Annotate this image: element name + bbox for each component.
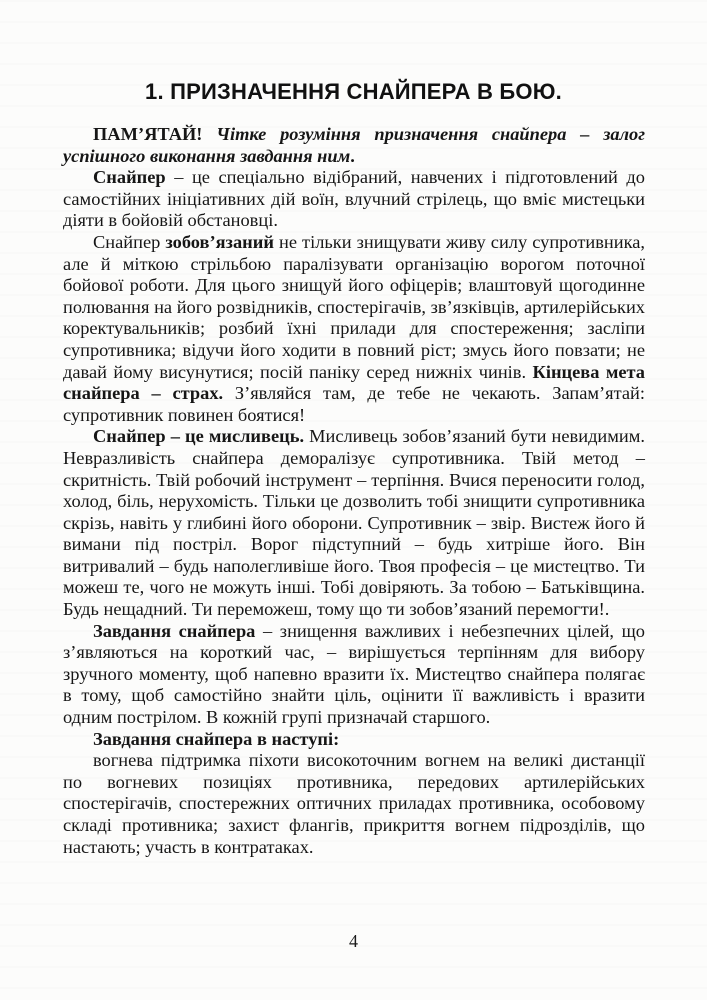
paragraph [63, 750, 645, 858]
text-segment: Снайпер [93, 231, 166, 252]
paragraph [63, 167, 645, 232]
text-segment: Чітке розуміння призначення снайпера – залог успішного виконання завдання ним [63, 124, 645, 166]
text-segment: вогнева підтримка піхоти високоточним вогнем на великі дистанції по вогневих позиціях противника, передових артилерійських спостерігачів, спостережних оптичних приладах противника, особовому складі противника; захист флангів, прикриття вогнем підрозділів, що настають; участь в контратаках. [63, 750, 645, 857]
paragraph [63, 729, 645, 751]
text-segment: не тільки знищувати живу силу супротивника, але й міткою стрільбою паралізувати організацію ворогом поточної бойової роботи. Для цього знищуй його офіцерів; влаштовуй щогодинне полювання на його розвідників, спостерігачів, зв’язківців, артилерійських коректувальників; розбий їхні прилади для спостереження; засліпи супротивника; відучи його ходити в повний ріст; змусь його повзати; не давай йому висунутися; посій паніку серед нижніх чинів. [63, 231, 645, 382]
text-segment: З’являйся там, де тебе не чекають. Запам’ятай: супротивник повинен боятися! [63, 383, 645, 425]
text-segment: Снайпер [93, 167, 166, 188]
text-segment: зобов’язаний [165, 231, 274, 252]
page-number: 4 [349, 931, 358, 951]
paragraph [63, 426, 645, 620]
paragraph [63, 621, 645, 729]
text-segment: Мисливець зобов’язаний бути невидимим. Невразливість снайпера деморалізує супротивника. Твій метод – скритність. Твій робочий інструмент – терпіння. Вчися переносити голод, холод, біль, нерухомість. Тільки це дозволить тобі знищити супротивника скрізь, навіть у глибині його оборони. Супротивник – звір. Вистеж його й вимани під постріл. Ворог підступний – будь хитріше його. Він витривалий – будь наполегливіше його. Твоя професія – це мистецтво. Ти можеш те, чого не можуть інші. Тобі довіряють. За тобою – Батьківщина. Будь нещадний. Ти переможеш, тому що ти зобов’язаний перемогти!. [63, 426, 645, 620]
text-segment: Завдання снайпера [93, 620, 256, 641]
text-segment: ПАМ’ЯТАЙ! [93, 124, 217, 144]
text-segment: Завдання снайпера в наступі: [93, 728, 340, 749]
text-segment: Кінцева мета снайпера – страх. [63, 361, 645, 404]
text-segment: – це спеціально відібраний, навчених і підготовлений до самостійних ініціативних дій воїн, влучний стрілець, що вміє мистецьки діяти в бойовій обстановці. [63, 167, 645, 231]
text-segment: . [350, 145, 355, 166]
paragraph [63, 232, 645, 426]
text-segment: – знищення важливих і небезпечних цілей, що з’являються на короткий час, – вирішується терпінням для вибору зручного моменту, щоб напевно вразити їх. Мистецтво снайпера полягає в тому, щоб самостійно знайти ціль, оцінити її важливість і вразити одним пострілом. В кожній групі призначай старшого. [63, 620, 645, 728]
document-body [63, 124, 645, 858]
text-segment: Снайпер – це мисливець. [93, 426, 305, 447]
page-title: 1. ПРИЗНАЧЕННЯ СНАЙПЕРА В БОЮ. [145, 79, 562, 104]
paragraph [63, 124, 645, 167]
